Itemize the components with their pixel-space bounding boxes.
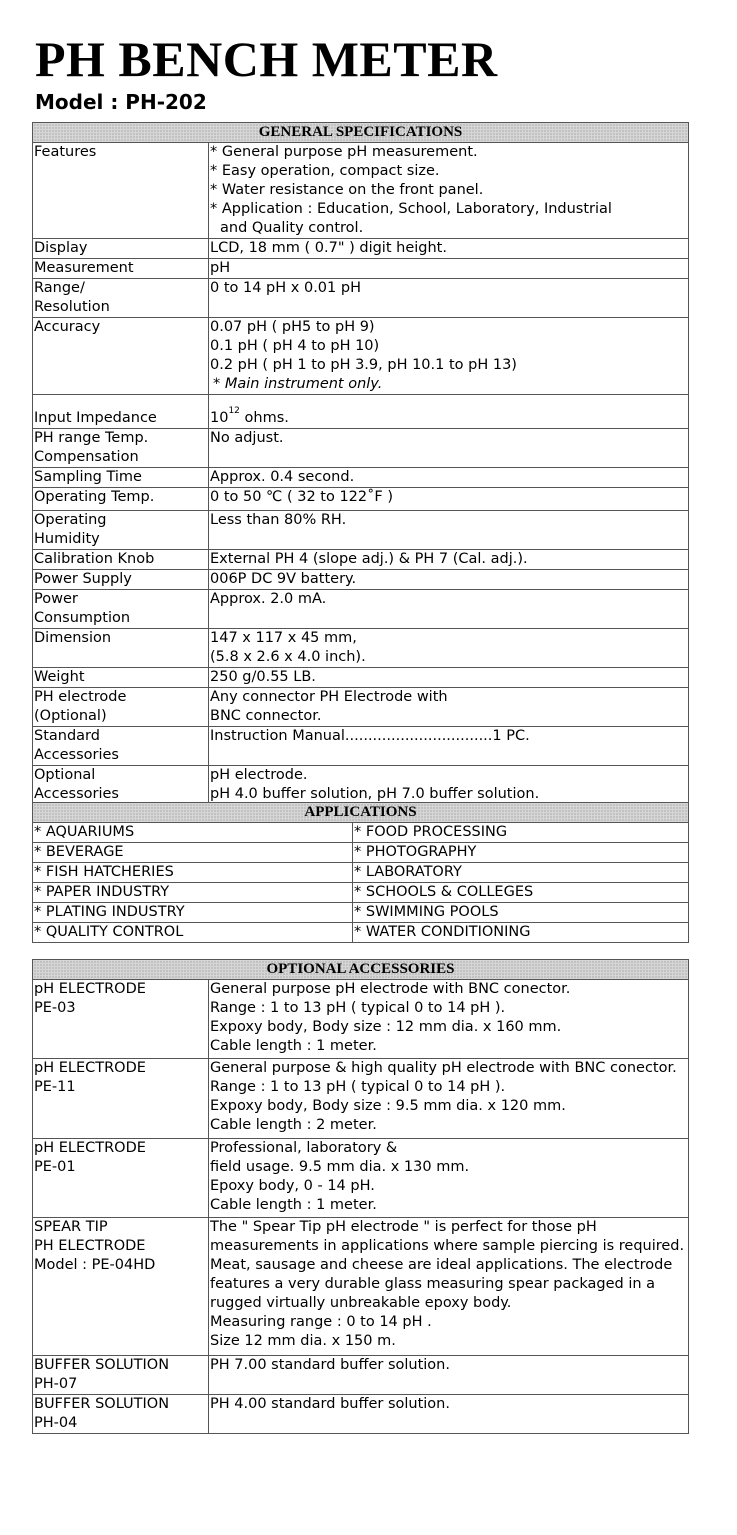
spec-label bbox=[33, 318, 209, 395]
table-row bbox=[33, 727, 689, 766]
table-row bbox=[33, 1395, 689, 1434]
spec-label-line: Resolution bbox=[34, 299, 110, 315]
applications-table bbox=[32, 802, 689, 943]
spec-label bbox=[33, 429, 209, 468]
table-row bbox=[33, 766, 689, 805]
spec-value-line: * General purpose pH measurement. bbox=[210, 144, 478, 160]
applications-header: APPLICATIONS bbox=[33, 803, 689, 823]
spec-label bbox=[33, 259, 209, 279]
table-row bbox=[33, 863, 689, 883]
spec-value-line: pH electrode. bbox=[210, 767, 308, 783]
spec-value bbox=[209, 668, 689, 688]
accessory-label-line: BUFFER SOLUTION bbox=[34, 1396, 170, 1412]
spec-label bbox=[33, 570, 209, 590]
accessory-label-line: Model : PE-04HD bbox=[34, 1257, 156, 1273]
table-row bbox=[33, 511, 689, 550]
table-row bbox=[33, 570, 689, 590]
accessory-label-line: SPEAR TIP bbox=[34, 1219, 108, 1235]
accessory-label-line: pH ELECTRODE bbox=[34, 981, 146, 997]
table-row bbox=[33, 488, 689, 511]
application-item: * PLATING INDUSTRY bbox=[33, 903, 353, 923]
spec-value-line: (5.8 x 2.6 x 4.0 inch). bbox=[210, 649, 366, 665]
accessory-description-line: Range : 1 to 13 pH ( typical 0 to 14 pH ). bbox=[210, 1079, 506, 1095]
spec-label bbox=[33, 511, 209, 550]
application-item: * PHOTOGRAPHY bbox=[353, 843, 689, 863]
accessory-description bbox=[209, 980, 689, 1059]
spec-label bbox=[33, 668, 209, 688]
accessory-description-line: Cable length : 1 meter. bbox=[210, 1038, 377, 1054]
spec-value-line: Approx. 2.0 mA. bbox=[210, 591, 327, 607]
impedance-base: 10 bbox=[210, 410, 229, 426]
accessory-label bbox=[33, 1395, 209, 1434]
accessory-description-line: Size 12 mm dia. x 150 m. bbox=[210, 1333, 396, 1349]
spec-label bbox=[33, 688, 209, 727]
spec-label bbox=[33, 550, 209, 570]
spec-value-line: 0.2 pH ( pH 1 to pH 3.9, pH 10.1 to pH 13) bbox=[210, 357, 517, 373]
table-row bbox=[33, 1218, 689, 1356]
spec-value bbox=[209, 511, 689, 550]
spec-value-line: No adjust. bbox=[210, 430, 284, 446]
spec-value-line: pH 4.0 buffer solution, pH 7.0 buffer solution. bbox=[210, 786, 540, 802]
spec-value bbox=[209, 429, 689, 468]
application-item: * LABORATORY bbox=[353, 863, 689, 883]
spec-value-line: Less than 80% RH. bbox=[210, 512, 347, 528]
spec-value bbox=[209, 279, 689, 318]
application-item: * FISH HATCHERIES bbox=[33, 863, 353, 883]
table-row bbox=[33, 318, 689, 395]
spec-label-line: Range/ bbox=[34, 280, 85, 296]
spec-value bbox=[209, 570, 689, 590]
accessory-description bbox=[209, 1218, 689, 1356]
table-row bbox=[33, 550, 689, 570]
accessory-description-line: Measuring range : 0 to 14 pH . bbox=[210, 1314, 432, 1330]
spec-value-line: Instruction Manual................................1 PC. bbox=[210, 728, 530, 744]
accessory-description-line: Expoxy body, Body size : 9.5 mm dia. x 120 mm. bbox=[210, 1098, 566, 1114]
spec-label bbox=[33, 766, 209, 805]
accessory-label bbox=[33, 1218, 209, 1356]
spec-value bbox=[209, 688, 689, 727]
accessory-label bbox=[33, 1356, 209, 1395]
spec-value-line: 0 to 14 pH x 0.01 pH bbox=[210, 280, 361, 296]
spec-label bbox=[33, 395, 209, 429]
accessory-label-line: PH-04 bbox=[34, 1415, 78, 1431]
general-specifications-table bbox=[32, 122, 689, 805]
application-item: * BEVERAGE bbox=[33, 843, 353, 863]
accessory-description-line: Range : 1 to 13 pH ( typical 0 to 14 pH ). bbox=[210, 1000, 506, 1016]
table-row bbox=[33, 629, 689, 668]
spec-value-line: * Application : Education, School, Laboratory, Industrial bbox=[210, 201, 612, 217]
spec-label-line: Accessories bbox=[34, 747, 119, 763]
accessory-description-line: General purpose pH electrode with BNC conector. bbox=[210, 981, 571, 997]
spec-value bbox=[209, 488, 689, 511]
spec-value-line: LCD, 18 mm ( 0.7" ) digit height. bbox=[210, 240, 447, 256]
impedance-unit: ohms. bbox=[239, 410, 289, 426]
accessory-description-line: General purpose & high quality pH electrode with BNC conector. bbox=[210, 1060, 677, 1076]
table-row bbox=[33, 143, 689, 239]
accessory-label bbox=[33, 1059, 209, 1139]
table-row bbox=[33, 590, 689, 629]
spec-value-line: 0.07 pH ( pH5 to pH 9) bbox=[210, 319, 375, 335]
spec-value-line: Any connector PH Electrode with bbox=[210, 689, 448, 705]
spec-label-line: Operating bbox=[34, 512, 107, 528]
spec-value-line: 147 x 117 x 45 mm, bbox=[210, 630, 357, 646]
spec-value bbox=[209, 766, 689, 805]
spec-label-line: Standard bbox=[34, 728, 100, 744]
spec-value bbox=[209, 590, 689, 629]
accessory-label-line: pH ELECTRODE bbox=[34, 1140, 146, 1156]
accessory-description-line: The " Spear Tip pH electrode " is perfect for those pH bbox=[210, 1219, 597, 1235]
accessory-label-line: PH ELECTRODE bbox=[34, 1238, 146, 1254]
spec-value-line: * Water resistance on the front panel. bbox=[210, 182, 484, 198]
table-row bbox=[33, 259, 689, 279]
accessory-description-line: features a very durable glass measuring spear packaged in a bbox=[210, 1276, 656, 1292]
spec-label bbox=[33, 727, 209, 766]
table-row bbox=[33, 239, 689, 259]
application-item: * SCHOOLS & COLLEGES bbox=[353, 883, 689, 903]
spec-value-line: BNC connector. bbox=[210, 708, 322, 724]
spec-label-line: Dimension bbox=[34, 630, 112, 646]
accessory-label-line: PH-07 bbox=[34, 1376, 78, 1392]
spec-value bbox=[209, 143, 689, 239]
model-number: Model : PH-202 bbox=[35, 90, 207, 114]
accessory-description-line: Cable length : 1 meter. bbox=[210, 1197, 377, 1213]
spec-label bbox=[33, 239, 209, 259]
spec-label-line: Measurement bbox=[34, 260, 134, 276]
spec-label-line: PH electrode bbox=[34, 689, 127, 705]
accessory-description-line: PH 7.00 standard buffer solution. bbox=[210, 1357, 450, 1373]
spec-value-line: * Easy operation, compact size. bbox=[210, 163, 440, 179]
spec-label-line: Sampling Time bbox=[34, 469, 142, 485]
spec-label-line: Accuracy bbox=[34, 319, 101, 335]
spec-label-line: Power Supply bbox=[34, 571, 132, 587]
table-row bbox=[33, 429, 689, 468]
application-item: * PAPER INDUSTRY bbox=[33, 883, 353, 903]
spec-label-line: Consumption bbox=[34, 610, 131, 626]
general-specifications-header: GENERAL SPECIFICATIONS bbox=[33, 123, 689, 143]
application-item: * SWIMMING POOLS bbox=[353, 903, 689, 923]
spec-label bbox=[33, 488, 209, 511]
accessory-label-line: PE-03 bbox=[34, 1000, 76, 1016]
accessory-label-line: PE-01 bbox=[34, 1159, 76, 1175]
spec-label-line: Input Impedance bbox=[34, 410, 157, 426]
table-row bbox=[33, 883, 689, 903]
spec-value-line: 006P DC 9V battery. bbox=[210, 571, 357, 587]
spec-label-line: Compensation bbox=[34, 449, 139, 465]
table-row bbox=[33, 1356, 689, 1395]
spec-value-line: External PH 4 (slope adj.) & PH 7 (Cal. adj.). bbox=[210, 551, 528, 567]
spec-label-line: (Optional) bbox=[34, 708, 107, 724]
optional-accessories-table bbox=[32, 959, 689, 1434]
spec-label-line: Humidity bbox=[34, 531, 100, 547]
spec-value bbox=[209, 727, 689, 766]
table-row bbox=[33, 980, 689, 1059]
spec-value bbox=[209, 395, 689, 429]
spec-value-line: 0 to 50 ℃ ( 32 to 122˚F ) bbox=[210, 489, 393, 505]
spec-label bbox=[33, 143, 209, 239]
application-item: * WATER CONDITIONING bbox=[353, 923, 689, 943]
spec-label bbox=[33, 590, 209, 629]
optional-accessories-header: OPTIONAL ACCESSORIES bbox=[33, 960, 689, 980]
application-item: * FOOD PROCESSING bbox=[353, 823, 689, 843]
spec-label-line: Features bbox=[34, 144, 97, 160]
table-row bbox=[33, 823, 689, 843]
accessory-label bbox=[33, 980, 209, 1059]
table-header-row bbox=[33, 960, 689, 980]
accessory-description bbox=[209, 1395, 689, 1434]
spec-label-line: Accessories bbox=[34, 786, 119, 802]
spec-label-line: Display bbox=[34, 240, 88, 256]
accessory-description-line: field usage. 9.5 mm dia. x 130 mm. bbox=[210, 1159, 470, 1175]
spec-value bbox=[209, 629, 689, 668]
spec-label-line: Operating Temp. bbox=[34, 489, 155, 505]
spec-value-line: 0.1 pH ( pH 4 to pH 10) bbox=[210, 338, 380, 354]
accessory-description-line: rugged virtually unbreakable epoxy body. bbox=[210, 1295, 512, 1311]
spec-value bbox=[209, 239, 689, 259]
spec-label-line: Optional bbox=[34, 767, 96, 783]
table-row bbox=[33, 903, 689, 923]
accessory-label-line: BUFFER SOLUTION bbox=[34, 1357, 170, 1373]
table-row bbox=[33, 923, 689, 943]
table-row bbox=[33, 395, 689, 429]
page-title: PH BENCH METER bbox=[35, 31, 498, 87]
accessory-description-line: Expoxy body, Body size : 12 mm dia. x 160 mm. bbox=[210, 1019, 562, 1035]
accessory-description-line: Epoxy body, 0 - 14 pH. bbox=[210, 1178, 375, 1194]
accessory-description-line: Cable length : 2 meter. bbox=[210, 1117, 377, 1133]
accessory-label-line: pH ELECTRODE bbox=[34, 1060, 146, 1076]
table-row bbox=[33, 279, 689, 318]
table-row bbox=[33, 1139, 689, 1218]
spec-value bbox=[209, 259, 689, 279]
table-header-row bbox=[33, 123, 689, 143]
spec-value bbox=[209, 318, 689, 395]
table-header-row bbox=[33, 803, 689, 823]
spec-label bbox=[33, 279, 209, 318]
accessory-description-line: PH 4.00 standard buffer solution. bbox=[210, 1396, 450, 1412]
table-row bbox=[33, 468, 689, 488]
accessory-description-line: Professional, laboratory & bbox=[210, 1140, 398, 1156]
accessory-label bbox=[33, 1139, 209, 1218]
table-row bbox=[33, 843, 689, 863]
spec-value-line: Approx. 0.4 second. bbox=[210, 469, 355, 485]
spec-label-line: Calibration Knob bbox=[34, 551, 155, 567]
impedance-value bbox=[210, 406, 687, 428]
spec-value bbox=[209, 550, 689, 570]
table-row bbox=[33, 688, 689, 727]
impedance-exponent: 12 bbox=[228, 406, 240, 416]
table-row bbox=[33, 668, 689, 688]
spec-value-line: and Quality control. bbox=[220, 220, 364, 236]
accessory-description bbox=[209, 1059, 689, 1139]
application-item: * AQUARIUMS bbox=[33, 823, 353, 843]
spec-label bbox=[33, 468, 209, 488]
accessory-description-line: measurements in applications where sample piercing is required. bbox=[210, 1238, 685, 1254]
spec-value-line: pH bbox=[210, 260, 231, 276]
spec-label bbox=[33, 629, 209, 668]
accessory-description bbox=[209, 1356, 689, 1395]
spec-label-line: Power bbox=[34, 591, 78, 607]
accessory-label-line: PE-11 bbox=[34, 1079, 76, 1095]
spec-label-line: Weight bbox=[34, 669, 85, 685]
spec-value-line: * Main instrument only. bbox=[213, 376, 383, 392]
application-item: * QUALITY CONTROL bbox=[33, 923, 353, 943]
accessory-description-line: Meat, sausage and cheese are ideal applications. The electrode bbox=[210, 1257, 673, 1273]
spec-value-line: 250 g/0.55 LB. bbox=[210, 669, 316, 685]
accessory-description bbox=[209, 1139, 689, 1218]
spec-value bbox=[209, 468, 689, 488]
spec-label-line: PH range Temp. bbox=[34, 430, 149, 446]
table-row bbox=[33, 1059, 689, 1139]
